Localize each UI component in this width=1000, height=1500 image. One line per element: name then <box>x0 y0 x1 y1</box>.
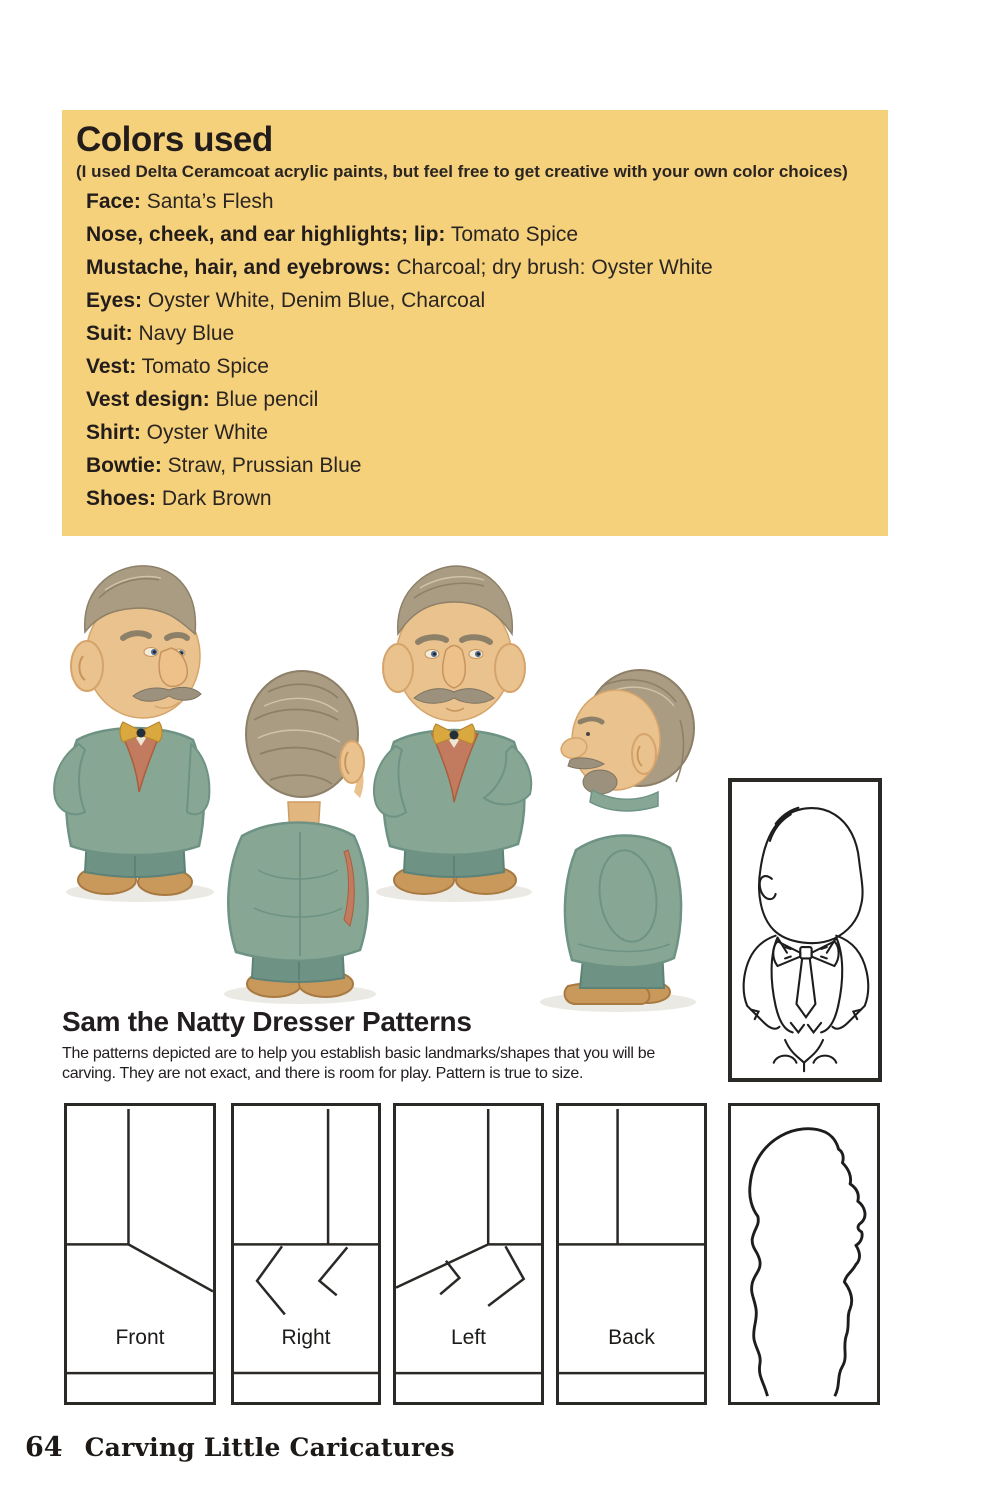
pattern-label-front: Front <box>115 1326 165 1349</box>
colors-used-title: Colors used <box>76 120 273 159</box>
left-pattern-lines <box>396 1106 541 1402</box>
carving-three-quarter-view <box>54 566 214 902</box>
front-view-drawing <box>732 782 878 1078</box>
carving-back-view <box>224 671 376 1004</box>
pattern-front-view-drawing <box>728 778 882 1082</box>
page-number: 64 <box>25 1432 63 1463</box>
color-item: Vest design: Blue pencil <box>86 388 319 411</box>
pattern-box-left <box>393 1103 544 1405</box>
color-item: Shirt: Oyster White <box>86 421 269 444</box>
carvings-photo-illustration <box>30 540 720 1020</box>
profile-silhouette-drawing <box>731 1106 877 1402</box>
carvings-photo <box>30 540 720 1020</box>
color-item: Suit: Navy Blue <box>86 322 235 345</box>
pattern-box-back <box>556 1103 707 1405</box>
front-pattern-lines <box>67 1106 213 1402</box>
book-title: Carving Little Caricatures <box>84 1433 455 1462</box>
colors-used-panel <box>62 110 888 536</box>
pattern-profile-silhouette <box>728 1103 880 1405</box>
color-item: Mustache, hair, and eyebrows: Charcoal; dry brush: Oyster White <box>86 256 713 279</box>
page-footer <box>25 1432 455 1463</box>
carving-profile-view <box>540 670 696 1012</box>
color-item: Bowtie: Straw, Prussian Blue <box>86 454 362 477</box>
color-item: Face: Santa’s Flesh <box>86 190 274 213</box>
color-item: Nose, cheek, and ear highlights; lip: Tomato Spice <box>86 223 579 246</box>
back-pattern-lines <box>559 1106 704 1402</box>
pattern-box-front <box>64 1103 216 1405</box>
pattern-box-right <box>231 1103 381 1405</box>
pattern-label-back: Back <box>608 1326 655 1349</box>
pattern-label-left: Left <box>450 1326 487 1349</box>
carving-front-view <box>374 566 532 902</box>
colors-used-list <box>76 190 868 511</box>
color-item: Eyes: Oyster White, Denim Blue, Charcoal <box>86 289 486 312</box>
pattern-label-right: Right <box>281 1326 331 1349</box>
patterns-section-title: Sam the Natty Dresser Patterns <box>62 1006 472 1037</box>
patterns-section-description: The patterns depicted are to help you establish basic landmarks/shapes that you will be carving. They are not exact, and there is room for play. Pattern is true to size. <box>62 1045 655 1082</box>
right-pattern-lines <box>234 1106 378 1402</box>
color-item: Vest: Tomato Spice <box>86 355 269 378</box>
color-item: Shoes: Dark Brown <box>86 487 272 510</box>
colors-used-intro: (I used Delta Ceramcoat acrylic paints, but feel free to get creative with your own color choices) <box>76 162 848 181</box>
